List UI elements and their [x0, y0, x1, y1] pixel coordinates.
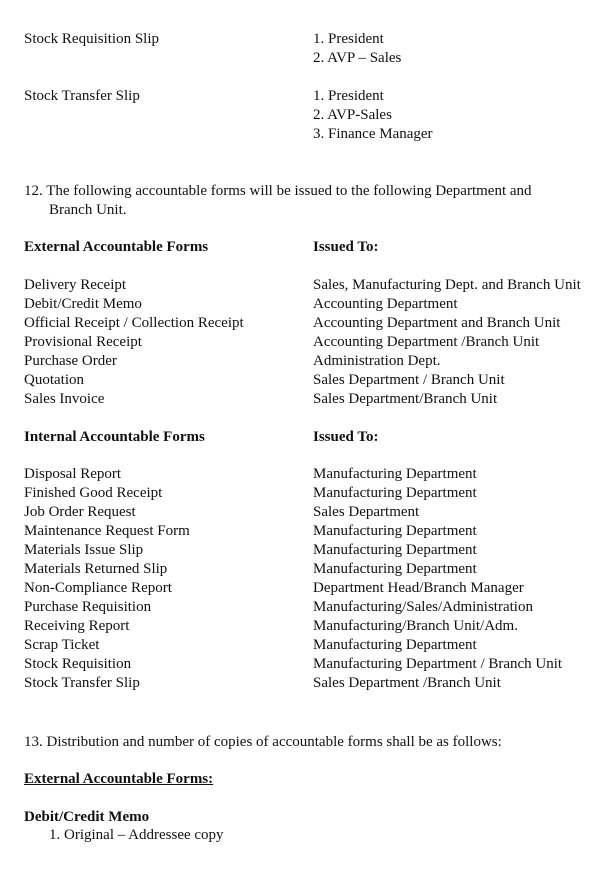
issued-to: Manufacturing Department: [313, 523, 477, 539]
section-12-text-cont: Branch Unit.: [49, 202, 127, 218]
issued-to: Manufacturing Department: [313, 485, 477, 501]
form-name: Sales Invoice: [24, 391, 105, 407]
issued-to: Sales Department /Branch Unit: [313, 675, 501, 691]
memo-item: 1. Original – Addressee copy: [49, 827, 224, 843]
form-name: Receiving Report: [24, 618, 130, 634]
form-name: Job Order Request: [24, 504, 136, 520]
form-name: Non-Compliance Report: [24, 580, 172, 596]
issued-to: Manufacturing Department: [313, 542, 477, 558]
approval-form-name: Stock Transfer Slip: [24, 88, 140, 104]
issued-to: Sales Department / Branch Unit: [313, 372, 505, 388]
issued-to: Accounting Department and Branch Unit: [313, 315, 561, 331]
issued-to: Manufacturing/Sales/Administration: [313, 599, 533, 615]
issued-to: Department Head/Branch Manager: [313, 580, 524, 596]
form-name: Official Receipt / Collection Receipt: [24, 315, 244, 331]
issued-to: Manufacturing Department: [313, 561, 477, 577]
form-name: Delivery Receipt: [24, 277, 127, 293]
form-name: Maintenance Request Form: [24, 523, 190, 539]
issued-to: Manufacturing Department: [313, 466, 477, 482]
form-name: Finished Good Receipt: [24, 485, 163, 501]
memo-title: Debit/Credit Memo: [24, 809, 150, 825]
form-name: Debit/Credit Memo: [24, 296, 142, 312]
issued-to: Administration Dept.: [313, 353, 441, 369]
section-13-text: 13. Distribution and number of copies of accountable forms shall be as follows:: [24, 734, 502, 750]
issued-to: Manufacturing Department: [313, 637, 477, 653]
form-name: Scrap Ticket: [24, 637, 100, 653]
approver-list: [313, 30, 401, 68]
approver-item: 3. Finance Manager: [313, 126, 433, 142]
form-name: Disposal Report: [24, 466, 122, 482]
issued-to: Manufacturing/Branch Unit/Adm.: [313, 618, 518, 634]
form-name: Quotation: [24, 372, 84, 388]
form-name: Purchase Order: [24, 353, 117, 369]
issued-to-header: Issued To:: [313, 239, 379, 255]
issued-to: Sales, Manufacturing Dept. and Branch Unit: [313, 277, 581, 293]
form-name: Purchase Requisition: [24, 599, 152, 615]
form-name: Stock Transfer Slip: [24, 675, 140, 691]
approval-form-name: Stock Requisition Slip: [24, 31, 160, 47]
external-forms-list: [24, 276, 244, 409]
issued-to: Manufacturing Department / Branch Unit: [313, 656, 563, 672]
issued-to: Accounting Department: [313, 296, 458, 312]
issued-to: Sales Department/Branch Unit: [313, 391, 498, 407]
internal-forms-header: Internal Accountable Forms: [24, 429, 205, 445]
external-forms-subheading: External Accountable Forms:: [24, 771, 214, 787]
approver-list: [313, 87, 433, 144]
issued-to: Accounting Department /Branch Unit: [313, 334, 540, 350]
external-forms-header: External Accountable Forms: [24, 239, 209, 255]
approver-item: 1. President: [313, 88, 384, 104]
issued-to: Sales Department: [313, 504, 420, 520]
internal-forms-list: [24, 465, 190, 693]
section-12-text: 12. The following accountable forms will be issued to the following Department and: [24, 183, 532, 199]
form-name: Provisional Receipt: [24, 334, 142, 350]
approver-item: 1. President: [313, 31, 384, 47]
form-name: Materials Returned Slip: [24, 561, 168, 577]
external-issued-list: [313, 276, 581, 409]
issued-to-header: Issued To:: [313, 429, 379, 445]
approver-item: 2. AVP – Sales: [313, 50, 402, 66]
internal-issued-list: [313, 465, 562, 693]
form-name: Stock Requisition: [24, 656, 132, 672]
approver-item: 2. AVP-Sales: [313, 107, 392, 123]
form-name: Materials Issue Slip: [24, 542, 144, 558]
